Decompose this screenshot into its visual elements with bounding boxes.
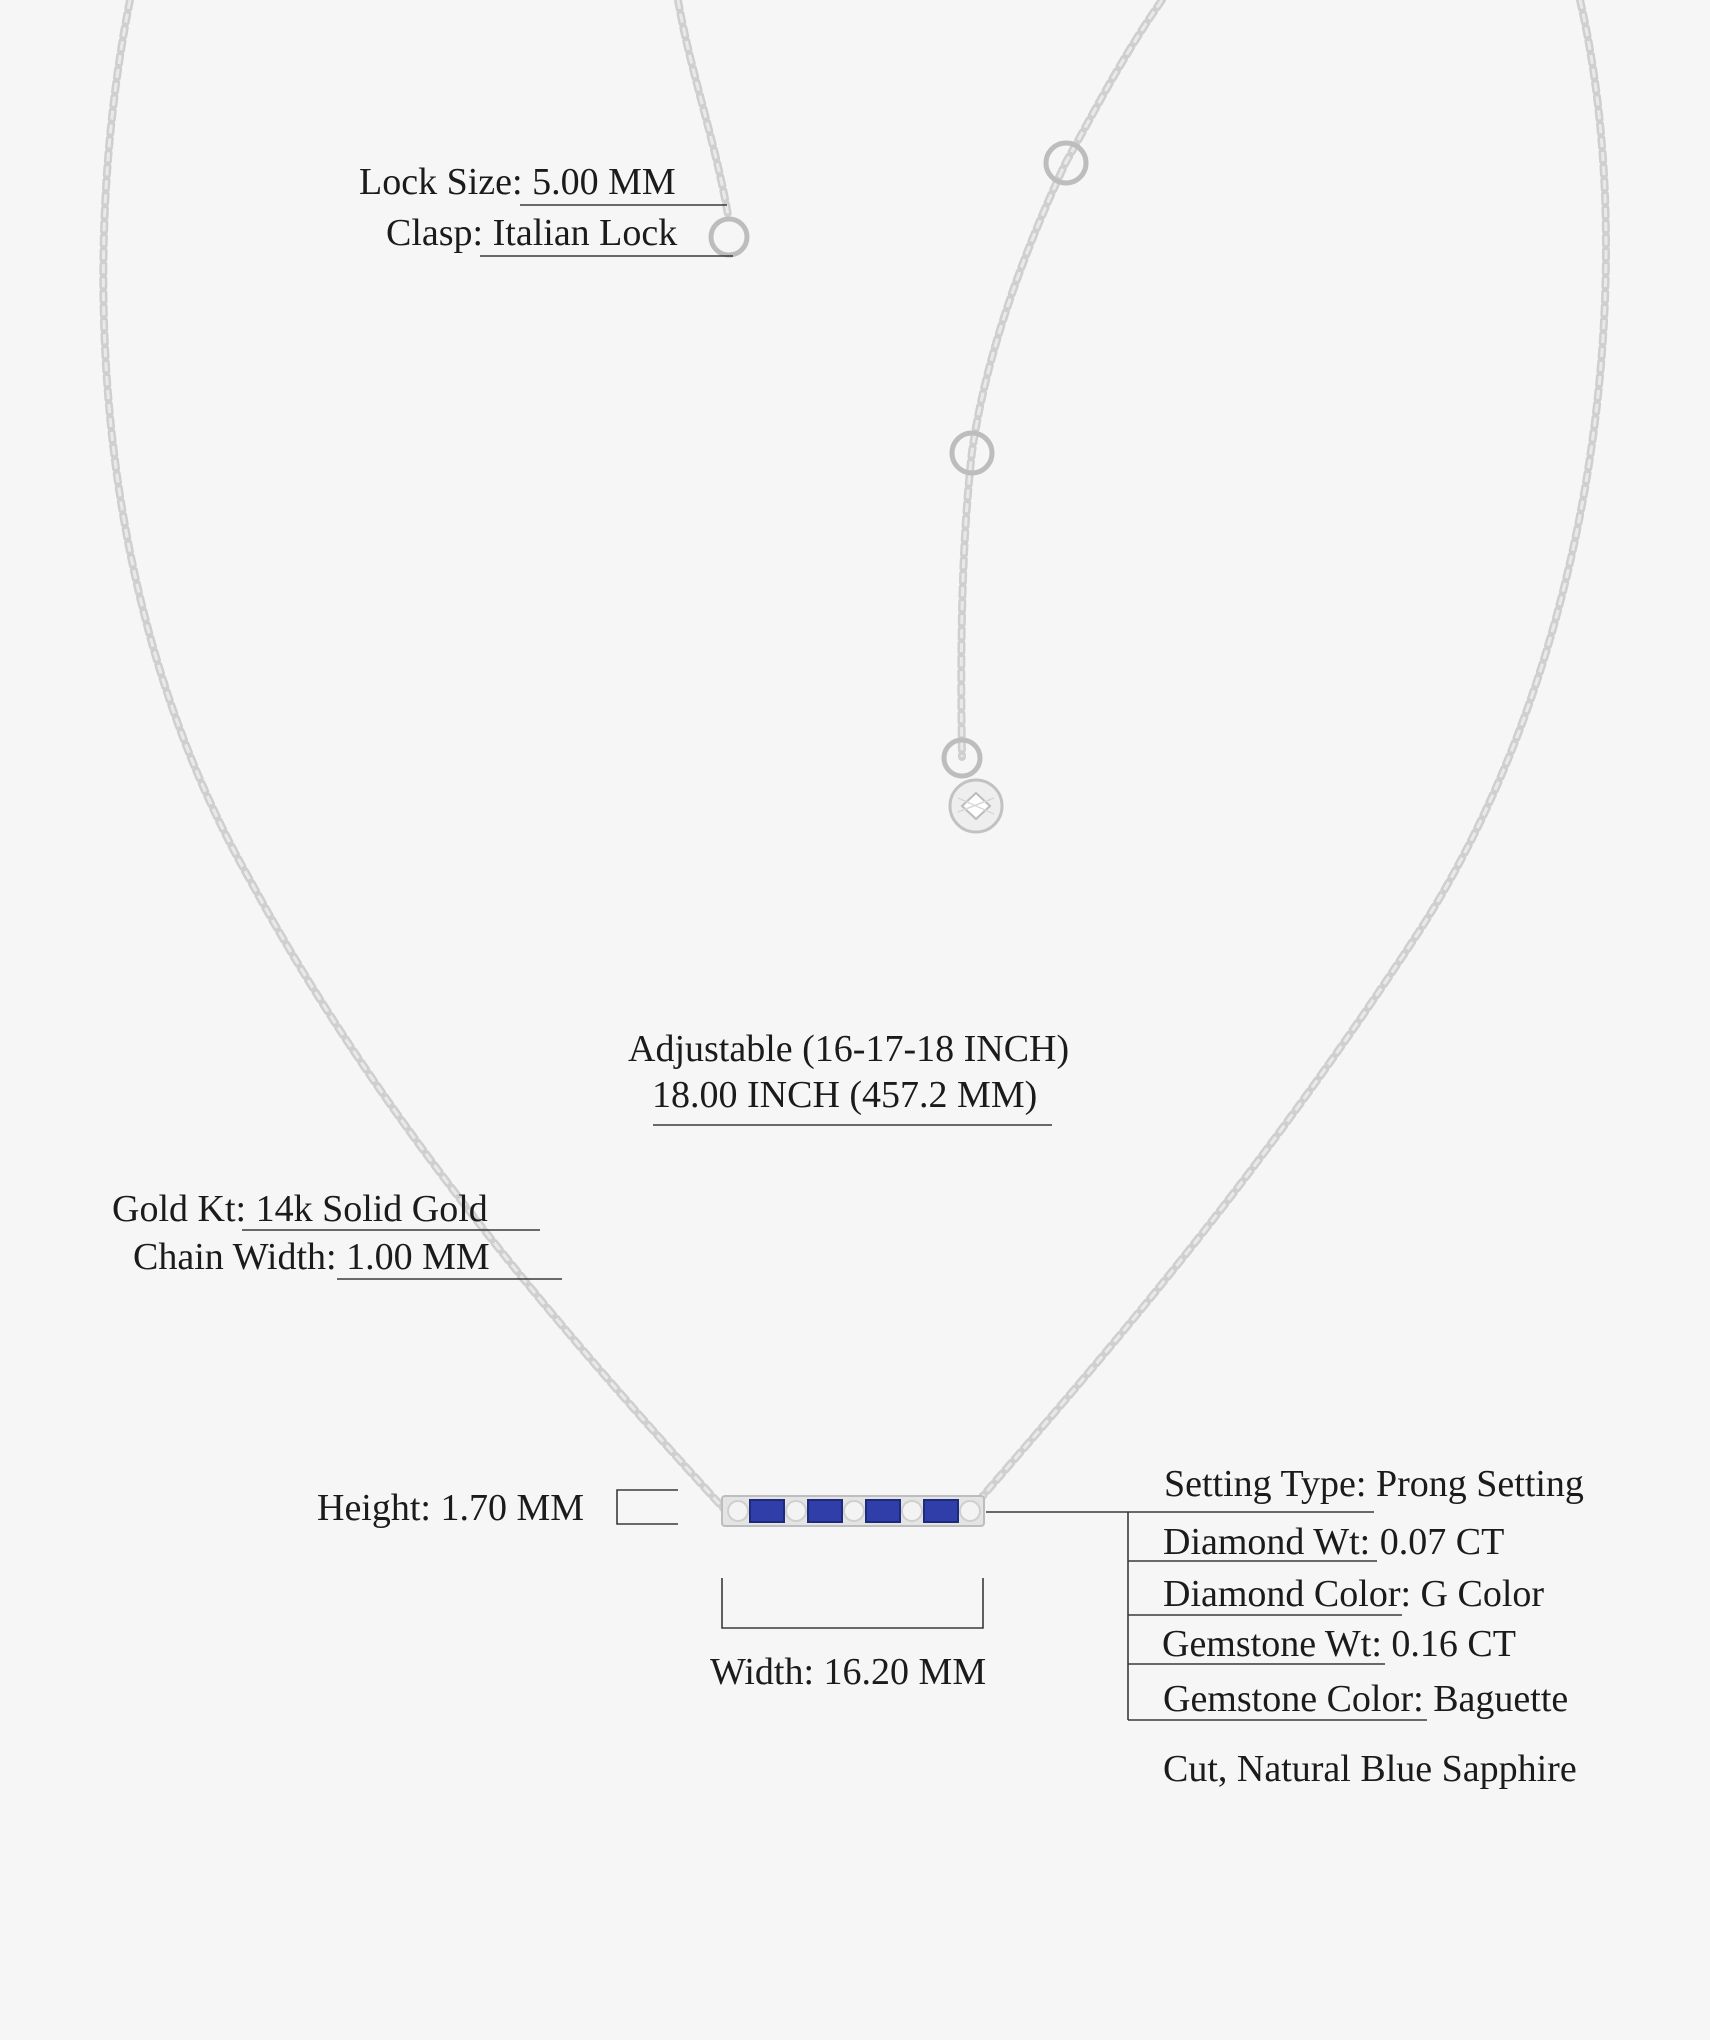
height-label — [317, 1486, 584, 1530]
diamond-wt-label — [1163, 1520, 1504, 1564]
gemstone-color-key: Gemstone Color: — [1163, 1678, 1424, 1720]
gold-kt-label — [112, 1187, 488, 1231]
gemstone-wt-label — [1162, 1622, 1516, 1666]
clasp-label — [386, 211, 677, 255]
gemstone-color-continued: Cut, Natural Blue Sapphire — [1163, 1748, 1577, 1790]
width-label — [710, 1650, 986, 1694]
length-value-label: 18.00 INCH (457.2 MM) — [652, 1074, 1038, 1116]
setting-type-label — [1164, 1462, 1584, 1506]
gemstone-wt-key: Gemstone Wt: — [1162, 1623, 1382, 1665]
gold-kt-value: 14k Solid Gold — [255, 1188, 488, 1230]
length-adjustable-label: Adjustable (16-17-18 INCH) — [628, 1028, 1070, 1070]
bar-pendant-icon — [722, 1496, 984, 1526]
diamond-color-label — [1163, 1572, 1544, 1616]
clasp-key: Clasp: — [386, 212, 484, 254]
diamond-wt-value: 0.07 CT — [1379, 1521, 1505, 1563]
diamond-wt-key: Diamond Wt: — [1163, 1521, 1371, 1563]
gemstone-color-label — [1163, 1677, 1568, 1721]
diamond-color-value: G Color — [1420, 1573, 1545, 1615]
height-value: 1.70 MM — [440, 1487, 585, 1529]
brand-tag-icon — [950, 780, 1002, 832]
gold-kt-key: Gold Kt: — [112, 1188, 247, 1230]
lock-size-value: 5.00 MM — [532, 161, 676, 203]
width-key: Width: — [710, 1651, 815, 1693]
diamond-color-key: Diamond Color: — [1163, 1573, 1412, 1615]
gemstone-wt-value: 0.16 CT — [1391, 1623, 1516, 1665]
lock-size-label — [359, 160, 676, 204]
clasp-ring-icon — [711, 219, 747, 255]
setting-type-key: Setting Type: — [1164, 1463, 1367, 1505]
setting-type-value: Prong Setting — [1375, 1463, 1584, 1505]
chain-width-value: 1.00 MM — [346, 1236, 490, 1278]
chain-width-label — [133, 1235, 490, 1279]
clasp-value: Italian Lock — [492, 212, 678, 254]
chain-right-strand — [975, 0, 1606, 1505]
lock-size-key: Lock Size: — [359, 161, 523, 203]
gemstone-color-value: Baguette — [1433, 1678, 1569, 1720]
chain-extender-strand — [961, 0, 1162, 757]
height-key: Height: — [317, 1487, 431, 1529]
chain-width-key: Chain Width: — [133, 1236, 337, 1278]
width-value: 16.20 MM — [823, 1651, 987, 1693]
